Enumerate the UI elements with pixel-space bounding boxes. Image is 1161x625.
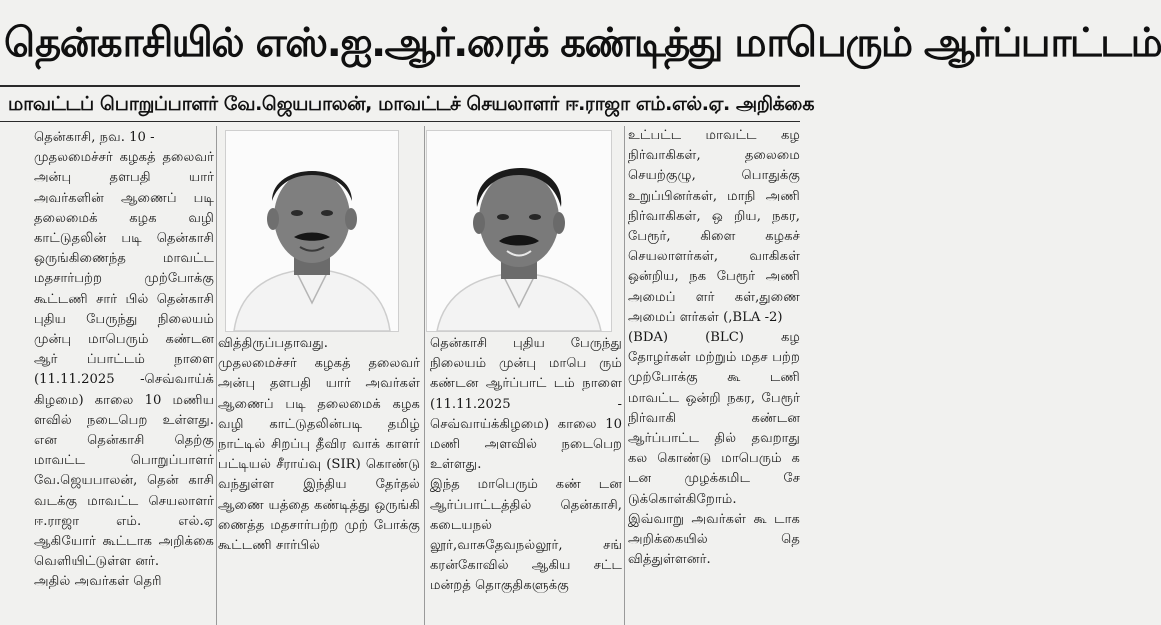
subheadline-rule — [0, 121, 800, 122]
portrait-photo — [225, 130, 399, 332]
subheadline: மாவட்டப் பொறுப்பாளர் வே.ஜெயபாலன், மாவட்டச் செயலாளர் ஈ.ராஜா எம்.எல்.ஏ. அறிக்கை — [8, 93, 815, 115]
column-divider — [424, 126, 425, 625]
article-column-4: உட்பட்ட மாவட்ட கழ நிர்வாகிகள், தலைமை செயற்குழு, பொதுக்கு உறுப்பினர்கள், மாநி அணி நிர்வாகிகள், ஒ றிய, நகர, பேரூர், கிளை கழகச் செயலாளர்கள், வாகிகள் ஒன்றிய, நக பேரூர் அணி அமைப் ளர் கள்,துணை அமைப் ளர்கள் (,BLA -2) (BDA) (BLC) கழ தோழர்கள் மற்றும் மதச பற்ற முற்போக்கு கூ டணி மாவட்ட ஒன்றி நகர, பேரூர் நிர்வாகி கண்டன ஆர்ப்பாட்ட தில் தவறாது கல கொண்டு மாபெரும் க டன முழக்கமிட சே டுக்கொள்கிறோம். இவ்வாறு அவர்கள் கூ டாக அறிக்கையில் தெ வித்துள்ளனர். — [628, 128, 800, 568]
article-column-3: தென்காசி புதிய பேருந்து நிலையம் முன்பு மாபெ ரும் கண்டன ஆர்ப்பாட் டம் நாளை (11.11.2025 - செவ்வாய்க்கிழமை) காலை 10 மணி அளவில் நடைபெற உள்ளது. இந்த மாபெரும் கண் டன ஆர்ப்பாட்டத்தில் தென்காசி, கடையநல் லூர்,வாசுதேவநல்லூர், சங் கரன்கோவில் ஆகிய சட்ட மன்றத் தொகுதிகளுக்கு — [430, 336, 622, 594]
portrait-raja-image — [427, 131, 611, 331]
headline-rule — [0, 85, 800, 87]
column-divider — [624, 126, 625, 625]
portrait-jeyabalan-image — [226, 131, 398, 331]
column-divider — [216, 126, 217, 625]
headline: தென்காசியில் எஸ்.ஐ.ஆர்.ரைக் கண்டித்து மாபெரும் ஆர்ப்பாட்டம் — [4, 20, 1161, 66]
article-column-2: வித்திருப்பதாவது. முதலமைச்சர் கழகத் தலைவர் அன்பு தளபதி யார் அவர்கள் ஆணைப் படி தலைமைக் கழக வழி காட்டுதலின்படி தமிழ் நாட்டில் சிறப்பு தீவிர வாக் காளர் பட்டியல் சீராய்வு (SIR) கொண்டு வந்துள்ள இந்திய தேர்தல் ஆணை யத்தை கண்டித்து ஒருங்கி ணைத்த மதசார்பற்ற முற் போக்கு கூட்டணி சார்பில் — [218, 336, 420, 554]
portrait-photo — [426, 130, 612, 332]
article-column-1: தென்காசி, நவ. 10 - முதலமைச்சர் கழகத் தலைவர் அன்பு தளபதி யார் அவர்களின் ஆணைப் படி தலைமைக் கழக வழி காட்டுதலின் படி தென்காசி ஒருங்கிணைந்த மாவட்ட மதசார்பற்ற முற்போக்கு கூட்டணி சார் பில் தென்காசி புதிய பேருந்து நிலையம் முன்பு மாபெரும் கண்டன ஆர் ப்பாட்டம் நாளை (11.11.2025 -செவ்வாய்க் கிழமை) காலை 10 மணிய ளவில் நடைபெற உள்ளது. என தென்காசி தெற்கு மாவட்ட பொறுப்பாளர் வே.ஜெயபாலன், தென் காசி வடக்கு மாவட்ட செயலாளர் ஈ.ராஜா எம். எல்.ஏ ஆகியோர் கூட்டாக அறிக்கை வெளியிட்டுள்ள னர். அதில் அவர்கள் தெரி — [34, 130, 214, 590]
